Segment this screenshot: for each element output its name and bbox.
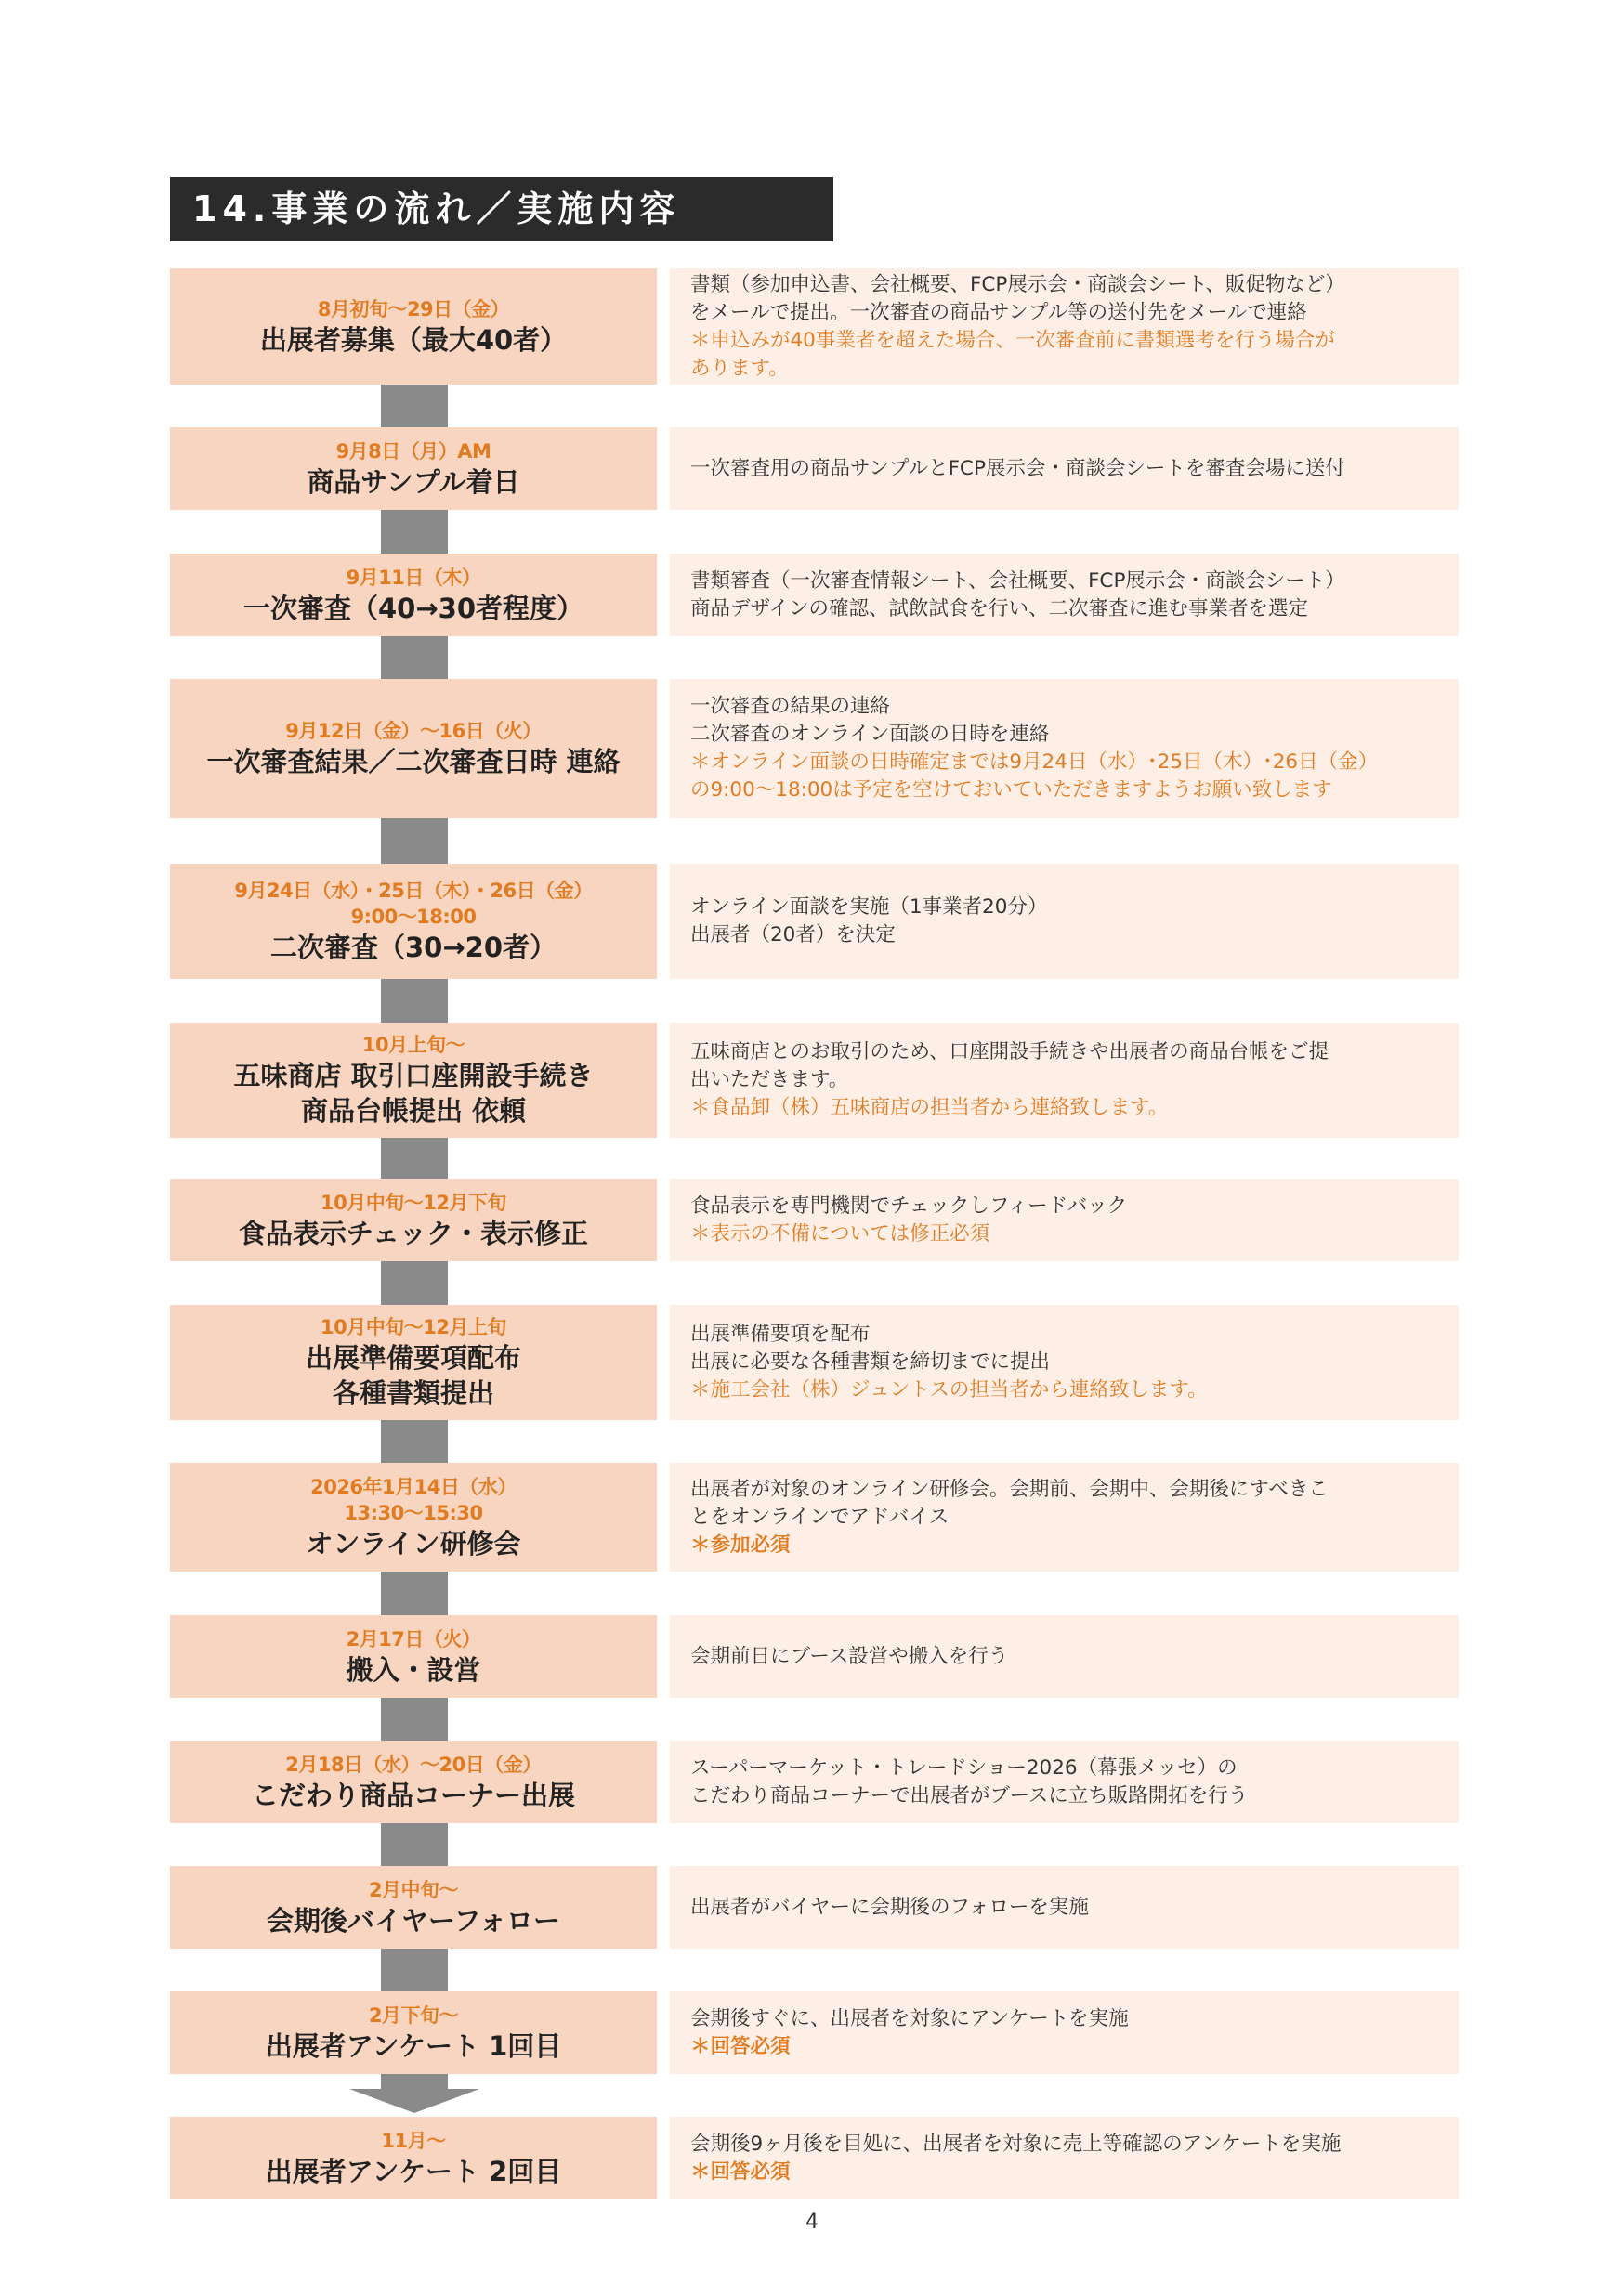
step-5-desc-line: オンライン面談を実施（1事業者20分）	[690, 895, 1048, 919]
step-10-label-box	[170, 1615, 657, 1698]
step-3-date: 9月11日（木）	[346, 566, 481, 589]
step-9-time: 13:30～15:30	[344, 1501, 483, 1524]
flow-arrow-head-icon	[349, 2089, 479, 2113]
step-12-date: 2月中旬～	[368, 1878, 459, 1901]
step-8-note: ＊施工会社（株）ジュントスの担当者から連絡致します。	[690, 1378, 1208, 1402]
step-4-desc-box	[670, 679, 1459, 818]
step-13-label-box	[170, 1991, 657, 2074]
step-5-title: 二次審査（30→20者）	[269, 932, 557, 963]
step-4-label-box	[170, 679, 657, 818]
step-5-date: 9月24日（水）・25日（木）・26日（金）	[234, 880, 593, 902]
step-10-desc-box	[670, 1615, 1459, 1698]
step-9-note: ＊参加必須	[690, 1533, 791, 1557]
step-6-title: 五味商店 取引口座開設手続き	[233, 1060, 594, 1091]
step-13-desc-line: 会期後すぐに、出展者を対象にアンケートを実施	[690, 2006, 1129, 2030]
step-3-desc-box	[670, 554, 1459, 636]
step-13-date: 2月下旬～	[368, 2003, 459, 2027]
step-11-desc-line: スーパーマーケット・トレードショー2026（幕張メッセ）の	[690, 1755, 1238, 1780]
page-number: 4	[805, 2211, 819, 2234]
step-14-date: 11月～	[381, 2129, 446, 2152]
step-13-desc-box	[670, 1991, 1459, 2074]
step-14-label-box	[170, 2117, 657, 2199]
step-4-date: 9月12日（金）～16日（火）	[285, 720, 542, 742]
step-14-desc-box	[670, 2117, 1459, 2199]
step-10-title: 搬入・設営	[346, 1653, 481, 1686]
step-9-date: 2026年1月14日（水）	[310, 1475, 517, 1498]
step-3-desc-line: 商品デザインの確認、試飲試食を行い、二次審査に進む事業者を選定	[690, 596, 1308, 620]
step-14-desc-line: 会期後9ヶ月後を目処に、出展者を対象に売上等確認のアンケートを実施	[690, 2132, 1342, 2156]
step-12-label-box	[170, 1866, 657, 1949]
step-10-desc-line: 会期前日にブース設営や搬入を行う	[690, 1644, 1009, 1668]
step-9-label-box	[170, 1463, 657, 1572]
step-14-note: ＊回答必須	[690, 2159, 791, 2184]
step-6-note: ＊食品卸（株）五味商店の担当者から連絡致します。	[690, 1096, 1169, 1119]
step-12-desc-line: 出展者がバイヤーに会期後のフォローを実施	[690, 1895, 1089, 1919]
step-1-desc-line: 書類（参加申込書、会社概要、FCP展示会・商談会シート、販促物など）	[690, 272, 1345, 296]
step-7-title: 食品表示チェック・表示修正	[238, 1217, 589, 1249]
step-6-desc-box	[670, 1023, 1459, 1138]
step-5-label-box	[170, 864, 657, 979]
step-10-date: 2月17日（火）	[346, 1627, 481, 1650]
step-2-label-box	[170, 427, 657, 510]
step-11-title: こだわり商品コーナー出展	[251, 1779, 575, 1811]
step-11-desc-line: こだわり商品コーナーで出展者がブースに立ち販路開拓を行う	[690, 1783, 1249, 1807]
step-5-desc-line: 出展者（20者）を決定	[690, 923, 896, 946]
step-1-date: 8月初旬～29日（金）	[317, 297, 510, 320]
step-5-desc-box	[670, 864, 1459, 979]
step-4-note: の9:00～18:00は予定を空けておいていただきますようお願い致します	[690, 778, 1332, 802]
step-6-title-line-2: 商品台帳提出 依頼	[300, 1095, 527, 1127]
step-8-desc-line: 出展準備要項を配布	[690, 1323, 871, 1346]
step-8-date: 10月中旬～12月上旬	[321, 1316, 506, 1338]
step-1-desc-box	[670, 268, 1459, 385]
step-8-title: 出展準備要項配布	[305, 1342, 521, 1374]
step-6-desc-line: 出いただきます。	[690, 1068, 849, 1091]
step-5-time: 9:00～18:00	[350, 906, 477, 928]
step-2-desc-line: 一次審査用の商品サンプルとFCP展示会・商談会シートを審査会場に送付	[690, 456, 1345, 480]
step-11-desc-box	[670, 1741, 1459, 1823]
step-3-desc-line: 書類審査（一次審査情報シート、会社概要、FCP展示会・商談会シート）	[690, 568, 1345, 593]
step-4-title: 一次審査結果／二次審査日時 連絡	[206, 746, 621, 777]
step-7-desc-box	[670, 1179, 1459, 1261]
step-12-desc-box	[670, 1866, 1459, 1949]
step-4-desc-line: 一次審査の結果の連絡	[690, 695, 891, 718]
step-3-label-box	[170, 554, 657, 636]
step-9-desc-box	[670, 1463, 1459, 1572]
step-1-desc-line: をメールで提出。一次審査の商品サンプル等の送付先をメールで連絡	[690, 300, 1307, 324]
step-7-label-box	[170, 1179, 657, 1261]
step-14-title: 出展者アンケート 2回目	[265, 2155, 562, 2187]
step-2-desc-box	[670, 427, 1459, 510]
step-2-date: 9月8日（月）AM	[335, 439, 491, 463]
step-8-desc-line: 出展に必要な各種書類を締切までに提出	[690, 1350, 1051, 1374]
step-9-desc-line: 出展者が対象のオンライン研修会。会期前、会期中、会期後にすべきこ	[690, 1477, 1329, 1501]
step-7-desc-line: 食品表示を専門機関でチェックしフィードバック	[690, 1194, 1128, 1218]
step-12-title: 会期後バイヤーフォロー	[266, 1904, 561, 1937]
step-3-title: 一次審査（40→30者程度）	[242, 592, 583, 624]
step-6-date: 10月上旬～	[361, 1034, 465, 1056]
step-13-note: ＊回答必須	[690, 2034, 791, 2058]
step-1-note: ＊申込みが40事業者を超えた場合、一次審査前に書類選考を行う場合が	[690, 328, 1335, 352]
step-11-date: 2月18日（水）～20日（金）	[285, 1753, 542, 1776]
step-1-label-box	[170, 268, 657, 385]
step-1-title: 出展者募集（最大40者）	[259, 323, 568, 356]
step-8-label-box	[170, 1305, 657, 1420]
step-7-date: 10月中旬～12月下旬	[321, 1191, 506, 1214]
step-9-desc-line: とをオンラインでアドバイス	[690, 1505, 950, 1529]
step-8-title-line-2: 各種書類提出	[332, 1377, 494, 1409]
step-8-desc-box	[670, 1305, 1459, 1420]
step-6-desc-line: 五味商店とのお取引のため、口座開設手続きや出展者の商品台帳をご提	[690, 1040, 1329, 1063]
step-13-title: 出展者アンケート 1回目	[265, 2029, 562, 2062]
step-4-desc-line: 二次審査のオンライン面談の日時を連絡	[690, 723, 1050, 746]
step-7-note: ＊表示の不備については修正必須	[690, 1221, 990, 1246]
step-4-note: ＊オンライン面談の日時確定までは9月24日（水）･25日（木）･26日（金）	[690, 750, 1379, 774]
section-heading: 14.事業の流れ／実施内容	[170, 177, 833, 241]
step-11-label-box	[170, 1741, 657, 1823]
step-9-title: オンライン研修会	[306, 1527, 521, 1559]
step-2-title: 商品サンプル着日	[307, 465, 520, 498]
step-1-note: あります。	[690, 356, 789, 380]
step-6-label-box	[170, 1023, 657, 1138]
